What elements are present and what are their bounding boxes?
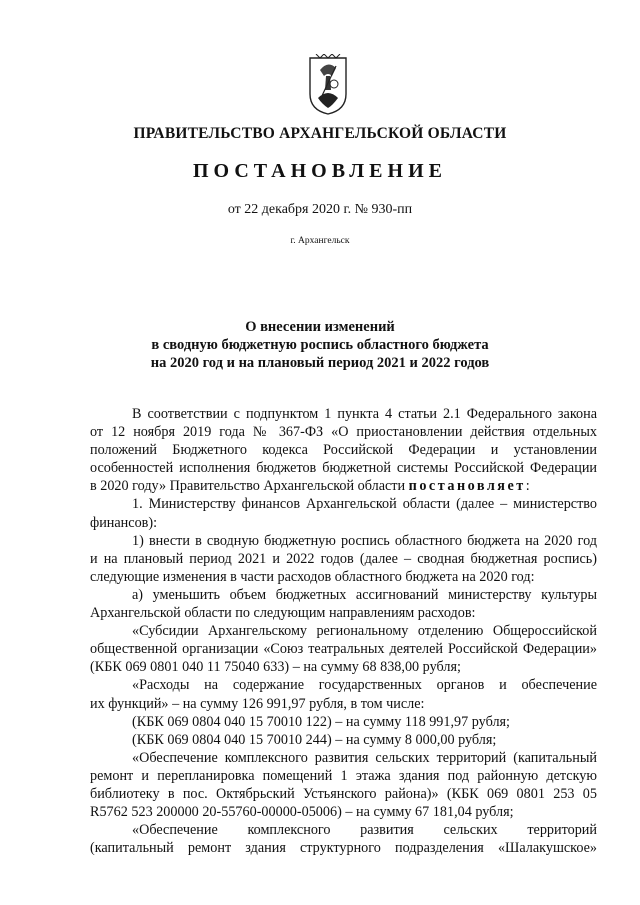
text-line: следующие изменения в части расходов областного бюджета на 2020 год: [90, 568, 535, 585]
document-title [0, 318, 640, 372]
text-line: ремонт и перепланировка помещений 1 этажа здания под районную детскую [90, 767, 597, 784]
text-line: их функций» – на сумму 126 991,97 рубля, в том числе: [90, 695, 425, 712]
coat-of-arms-emblem [306, 54, 350, 116]
text-line: В соответствии с подпунктом 1 пункта 4 статьи 2.1 Федерального закона [132, 406, 597, 422]
text-line: от 12 ноября 2019 года № 367-ФЗ «О приостановлении действия отдельных [90, 424, 597, 441]
paragraph-item-1 [90, 495, 597, 531]
text-line: «Субсидии Архангельскому региональному отделению Общероссийской [132, 623, 597, 640]
paragraph-rural-development-2 [90, 821, 597, 857]
text-line: положений Бюджетного кодекса Российской Федерации и установлении [90, 442, 597, 459]
text-line: «Обеспечение комплексного развития сельских территорий (капитальный [132, 749, 597, 766]
title-line-2: в сводную бюджетную роспись областного бюджета [151, 337, 489, 353]
text-line: 1. Министерству финансов Архангельской области (далее – министерство [132, 496, 597, 513]
text-line: (КБК 069 0804 040 15 70010 244) – на сумму 8 000,00 рубля; [132, 731, 497, 748]
paragraph-subitem-1 [90, 532, 597, 586]
text-line: (КБК 069 0801 040 11 75040 633) – на сумму 68 838,00 рубля; [90, 659, 461, 676]
paragraph-expenses [90, 676, 597, 712]
text-line: а) уменьшить объем бюджетных ассигнований министерству культуры [132, 586, 597, 603]
resolution-verb: постановляет [408, 478, 526, 495]
paragraph-kbk-244 [90, 731, 597, 749]
paragraph-kbk-122 [90, 713, 597, 731]
document-type: ПОСТАНОВЛЕНИЕ [193, 160, 447, 182]
paragraph-preamble [90, 405, 597, 495]
text-line: общественной организации «Союз театральных деятелей Российской Федерации» [90, 641, 597, 658]
text-line: «Расходы на содержание государственных органов и обеспечение [132, 677, 597, 694]
text-line [90, 477, 597, 495]
title-line-3: на 2020 год и на плановый период 2021 и 2022 годов [150, 355, 490, 371]
text-line: R5762 523 200000 20-55760-00000-05006) – на сумму 67 181,04 рубля; [90, 804, 514, 821]
government-heading: ПРАВИТЕЛЬСТВО АРХАНГЕЛЬСКОЙ ОБЛАСТИ [133, 125, 507, 142]
text-line: (КБК 069 0804 040 15 70010 122) – на сумму 118 991,97 рубля; [132, 713, 511, 730]
text-line: «Обеспечение комплексного развития сельских территорий [132, 822, 597, 839]
paragraph-subsidy [90, 622, 597, 676]
text-line: 1) внести в сводную бюджетную роспись областного бюджета на 2020 год [132, 532, 597, 549]
text-line: Архангельской области по следующим направлениям расходов: [90, 605, 476, 622]
text-line: финансов): [90, 514, 158, 531]
date-number: от 22 декабря 2020 г. № 930-пп [227, 202, 413, 217]
preamble-colon: : [525, 478, 530, 495]
title-line-1: О внесении изменений [245, 319, 395, 335]
text-line: (капитальный ремонт здания структурного подразделения «Шалакушское» [90, 840, 597, 857]
text-line: особенностей исполнения бюджетов бюджетной системы Российской Федерации [90, 460, 597, 477]
text-line: библиотеку в пос. Октябрьский Устьянского района)» (КБК 069 0801 253 05 [90, 785, 597, 802]
paragraph-rural-development [90, 749, 597, 821]
text-line: и на плановый период 2021 и 2022 годов (далее – сводная бюджетная роспись) [90, 550, 597, 567]
city-label: г. Архангельск [290, 236, 350, 246]
document-body [90, 405, 597, 857]
preamble-text: в 2020 году» Правительство Архангельской области [90, 478, 406, 495]
paragraph-subitem-a [90, 586, 597, 622]
